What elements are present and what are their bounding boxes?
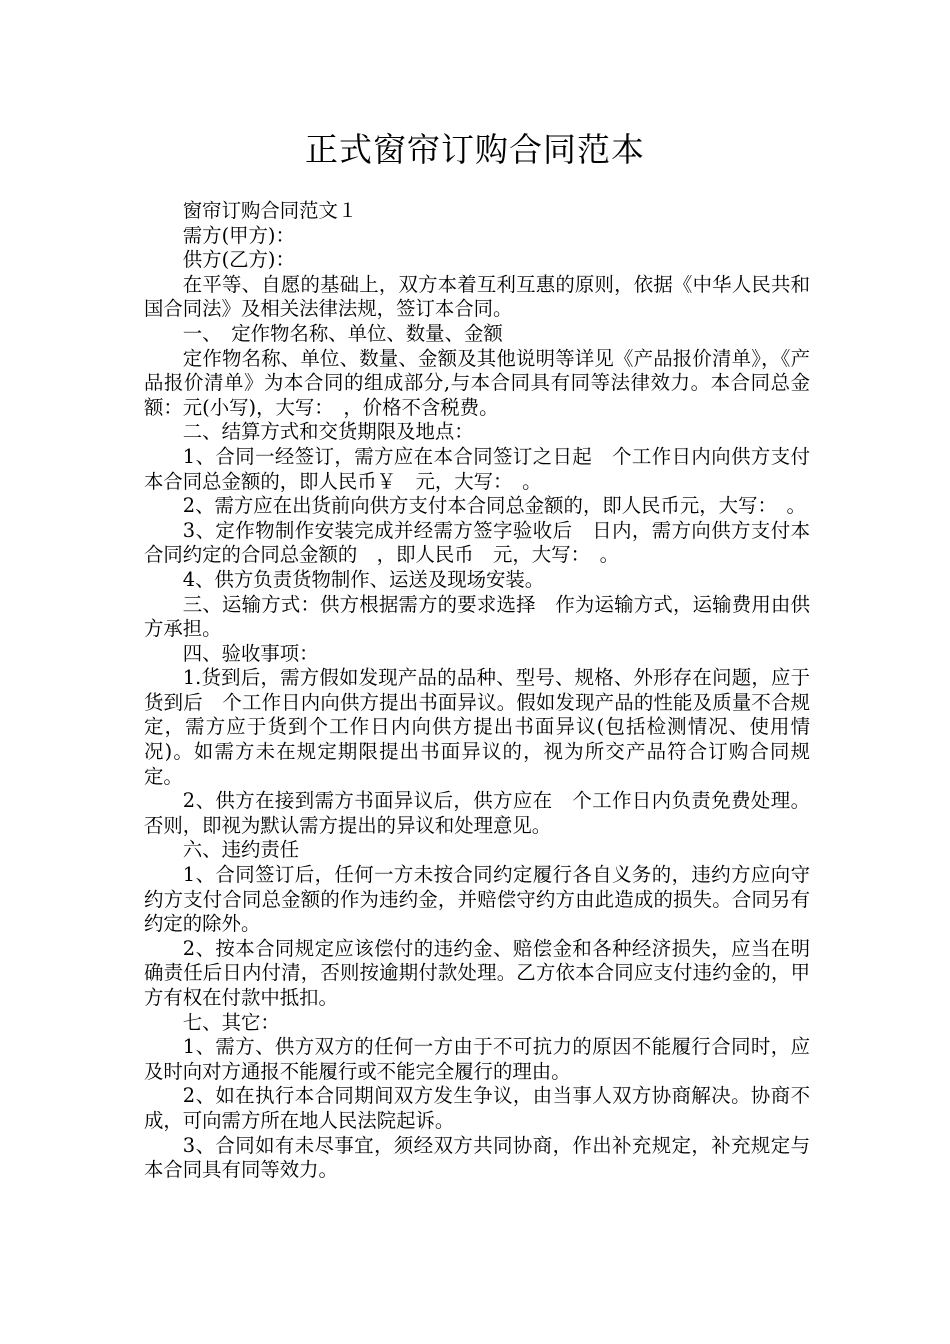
clause-paragraph: 1、合同一经签订，需方应在本合同签订之日起 个工作日内向供方支付本合同总金额的，即人民币￥ 元，大写： 。 xyxy=(144,444,810,493)
preamble-paragraph: 在平等、自愿的基础上，双方本着互利互惠的原则，依据《中华人民共和国合同法》及相关法律法规，签订本合同。 xyxy=(144,272,810,321)
clause-heading: 一、 定作物名称、单位、数量、金额 xyxy=(182,321,503,345)
clause-paragraph: 3、合同如有未尽事宜，须经双方共同协商，作出补充规定，补充规定与本合同具有同等效力。 xyxy=(144,1133,810,1182)
clause-paragraph: 2、按本合同规定应该偿付的违约金、赔偿金和各种经济损失，应当在明确责任后日内付清，否则按逾期付款处理。乙方依本合同应支付违约金的，甲方有权在付款中抵扣。 xyxy=(144,936,810,1009)
clause-paragraph: 1、合同签订后，任何一方未按合同约定履行各自义务的，违约方应向守约方支付合同总金额的作为违约金，并赔偿守约方由此造成的损失。合同另有约定的除外。 xyxy=(144,863,810,936)
clause-paragraph: 2、需方应在出货前向供方支付本合同总金额的，即人民币元，大写： 。 xyxy=(182,494,806,518)
clause-paragraph: 3、定作物制作安装完成并经需方签字验收后 日内，需方向供方支付本合同约定的合同总金额的 ，即人民币 元，大写： 。 xyxy=(144,518,810,567)
clause-heading: 六、违约责任 xyxy=(182,838,300,862)
document-title: 正式窗帘订购合同范本 xyxy=(305,130,645,169)
clause-paragraph: 2、如在执行本合同期间双方发生争议，由当事人双方协商解决。协商不成，可向需方所在地人民法院起诉。 xyxy=(144,1084,810,1132)
clause-paragraph: 2、供方在接到需方书面异议后，供方应在 个工作日内负责免费处理。否则，即视为默认需方提出的异议和处理意见。 xyxy=(144,789,810,837)
document-body xyxy=(144,199,810,1183)
party-a-line: 需方(甲方)： xyxy=(182,223,295,247)
section-heading: 窗帘订购合同范文１ xyxy=(182,199,358,222)
clause-paragraph: 1、需方、供方双方的任何一方由于不可抗力的原因不能履行合同时，应及时向对方通报不能履行或不能完全履行的理由。 xyxy=(144,1035,810,1083)
clause-heading: 七、其它： xyxy=(182,1010,280,1034)
party-b-line: 供方(乙方)： xyxy=(182,248,295,272)
clause-paragraph: 4、供方负责货物制作、运送及现场安装。 xyxy=(182,567,545,591)
clause-paragraph: 三、运输方式：供方根据需方的要求选择 作为运输方式，运输费用由供方承担。 xyxy=(144,592,810,641)
clause-heading: 二、结算方式和交货期限及地点： xyxy=(182,420,474,444)
clause-paragraph: 定作物名称、单位、数量、金额及其他说明等详见《产品报价清单》，《产品报价清单》为本合同的组成部分,与本合同具有同等法律效力。本合同总金额：元(小写)，大写： ，价格不含税费。 xyxy=(144,346,810,419)
clause-paragraph: 1.货到后，需方假如发现产品的品种、型号、规格、外形存在问题，应于货到后 个工作日内向供方提出书面异议。假如发现产品的性能及质量不合规定，需方应于货到个工作日内向供方提出书面异议(包括检测情况、使用情况)。如需方未在规定期限提出书面异议的，视为所交产品符合订购合同规定。 xyxy=(144,666,810,788)
clause-heading: 四、验收事项： xyxy=(182,641,319,665)
